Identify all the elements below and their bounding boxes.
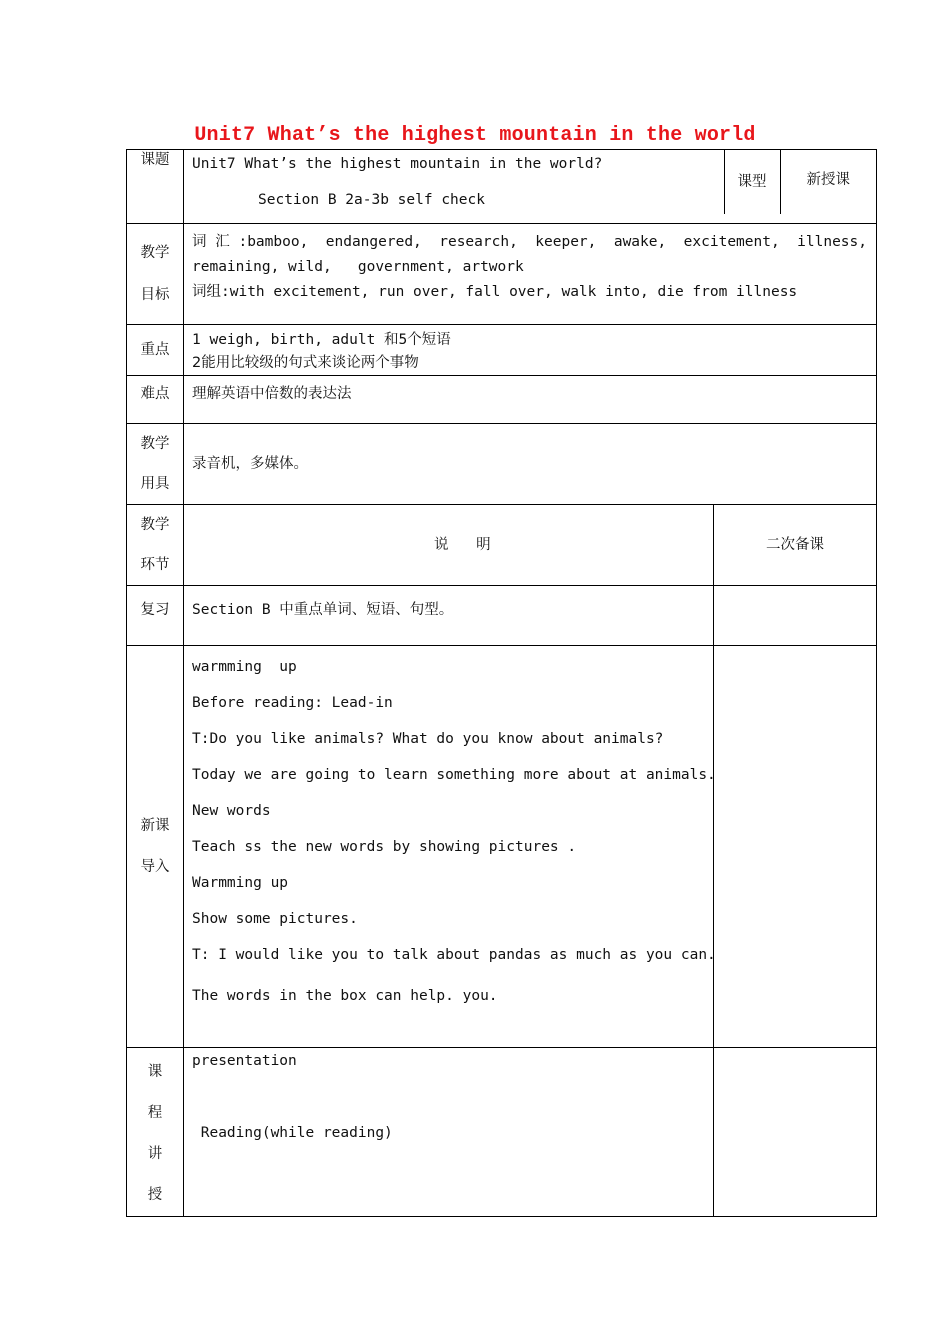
- key-points-label: 重点: [140, 342, 170, 358]
- tools-label-2: 用具: [140, 476, 170, 492]
- key-points-row: [127, 325, 877, 376]
- topic-line-1: Unit7 What’s the highest mountain in the world?: [192, 156, 603, 172]
- lecture-label-char-3: 讲: [147, 1146, 163, 1162]
- topic-label-cell: [127, 150, 184, 224]
- lecture-label-char-1: 课: [147, 1064, 163, 1080]
- intro-label-2: 导入: [140, 858, 170, 875]
- key-point-1: 1 weigh, birth, adult 和5个短语: [192, 332, 451, 348]
- lesson-type-value: 新授课: [806, 172, 850, 188]
- intro-line-5: New words: [192, 803, 271, 819]
- stage-label-1: 教学: [140, 517, 170, 533]
- lecture-row: [127, 1048, 877, 1217]
- objectives-phrases-line: 词组:with excitement, run over, fall over, walk into, die from illness: [192, 284, 798, 300]
- intro-line-3: T:Do you like animals? What do you know about animals?: [192, 731, 664, 747]
- stage-main-column-header: 说 明: [434, 537, 491, 553]
- intro-line-8: Show some pictures.: [192, 911, 358, 927]
- lecture-notes-cell: [714, 1048, 877, 1217]
- key-point-2: 2能用比较级的句式来谈论两个事物: [192, 355, 419, 371]
- lecture-line-1: presentation: [192, 1053, 297, 1069]
- lecture-line-2: Reading(while reading): [192, 1125, 393, 1141]
- lecture-label-char-2: 程: [147, 1105, 163, 1121]
- document-title: Unit7 What’s the highest mountain in the world: [194, 124, 756, 147]
- lecture-label-char-4: 授: [147, 1187, 163, 1203]
- intro-line-4: Today we are going to learn something more about at animals.: [192, 767, 716, 783]
- objectives-label-1: 教学: [140, 245, 170, 261]
- stage-header-row: [127, 505, 877, 586]
- difficulty-label: 难点: [140, 386, 170, 402]
- stage-side-column-header: 二次备课: [766, 537, 824, 553]
- topic-label: 课题: [140, 152, 170, 168]
- lesson-plan-table: [126, 149, 877, 1217]
- review-row: [127, 586, 877, 646]
- objectives-row: [127, 224, 877, 325]
- intro-line-1: warmming up: [192, 659, 297, 675]
- topic-row: [127, 150, 877, 224]
- intro-line-7: Warmming up: [192, 875, 289, 891]
- intro-row: [127, 646, 877, 1048]
- intro-line-9: T: I would like you to talk about pandas as much as you can.: [192, 947, 716, 963]
- intro-label-1: 新课: [140, 817, 170, 834]
- intro-notes-cell: [714, 646, 877, 1048]
- review-text: Section B 中重点单词、短语、句型。: [192, 602, 454, 618]
- lesson-type-label: 课型: [737, 174, 767, 190]
- tools-row: [127, 424, 877, 505]
- tools-label-1: 教学: [140, 436, 170, 452]
- intro-line-10: The words in the box can help. you.: [192, 988, 498, 1004]
- objectives-vocab-line-1: 词 汇 :bamboo, endangered, research, keeper, awake, excitement, illness,: [192, 234, 868, 250]
- intro-line-2: Before reading: Lead-in: [192, 695, 393, 711]
- objectives-label-2: 目标: [140, 287, 170, 303]
- intro-line-6: Teach ss the new words by showing pictures .: [192, 839, 577, 855]
- review-notes-cell: [714, 586, 877, 646]
- review-label: 复习: [140, 602, 170, 618]
- stage-label-2: 环节: [140, 557, 170, 573]
- topic-line-2: Section B 2a-3b self check: [258, 192, 485, 208]
- tools-text: 录音机，多媒体。: [192, 456, 308, 472]
- objectives-vocab-line-2: remaining, wild, government, artwork: [192, 259, 524, 275]
- difficulty-text: 理解英语中倍数的表达法: [192, 386, 352, 402]
- difficulty-row: [127, 376, 877, 424]
